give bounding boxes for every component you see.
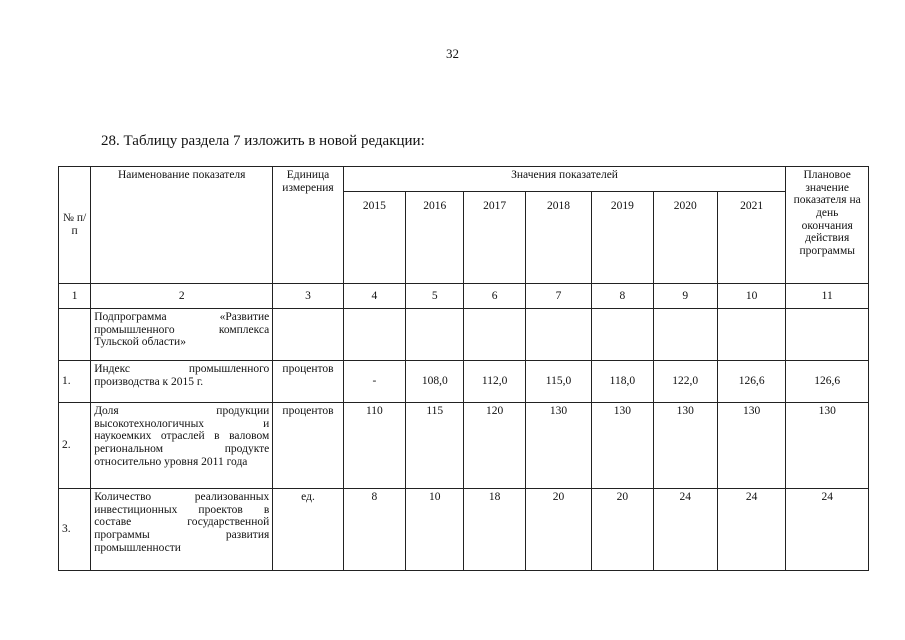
column-number: 5 — [406, 284, 464, 309]
section-heading: 28. Таблицу раздела 7 изложить в новой редакции: — [101, 133, 425, 149]
indicator-value: 115 — [406, 403, 464, 489]
indicator-value: 122,0 — [653, 361, 717, 403]
indicator-value: 24 — [717, 489, 785, 571]
empty-cell — [59, 309, 91, 361]
indicator-name: Индекс промышленного производства к 2015 г. — [91, 361, 273, 403]
empty-cell — [592, 309, 653, 361]
indicator-value: 20 — [592, 489, 653, 571]
indicator-value: 20 — [525, 489, 591, 571]
indicator-unit: процентов — [273, 361, 343, 403]
column-number: 8 — [592, 284, 653, 309]
empty-cell — [273, 309, 343, 361]
empty-cell — [406, 309, 464, 361]
indicator-value: 130 — [525, 403, 591, 489]
empty-cell — [464, 309, 525, 361]
header-year: 2016 — [406, 192, 464, 284]
indicator-value: - — [343, 361, 405, 403]
indicator-value: 118,0 — [592, 361, 653, 403]
column-number: 7 — [525, 284, 591, 309]
column-number: 3 — [273, 284, 343, 309]
indicator-value: 18 — [464, 489, 525, 571]
column-number: 2 — [91, 284, 273, 309]
page-number: 32 — [446, 46, 459, 61]
empty-cell — [717, 309, 785, 361]
indicator-value: 130 — [653, 403, 717, 489]
header-values-group: Значения показателей — [343, 167, 786, 192]
indicator-value: 108,0 — [406, 361, 464, 403]
column-numbers-row — [59, 284, 869, 309]
indicators-table — [58, 166, 869, 571]
column-number: 10 — [717, 284, 785, 309]
indicator-value: 120 — [464, 403, 525, 489]
indicator-value: 112,0 — [464, 361, 525, 403]
indicator-name: Доля продукции высокотехнологичных и наукоемких отраслей в валовом региональном продукте относительно уровня 2011 года — [91, 403, 273, 489]
indicator-unit: процентов — [273, 403, 343, 489]
column-number: 9 — [653, 284, 717, 309]
header-planned: Плановое значение показателя на день окончания действия программы — [786, 167, 869, 284]
indicator-value: 24 — [653, 489, 717, 571]
header-num: № п/п — [59, 167, 91, 284]
indicator-value: 110 — [343, 403, 405, 489]
subprogram-row — [59, 309, 869, 361]
row-num: 3. — [59, 489, 91, 571]
empty-cell — [653, 309, 717, 361]
empty-cell — [525, 309, 591, 361]
column-number: 4 — [343, 284, 405, 309]
table-row — [59, 489, 869, 571]
indicator-value: 126,6 — [717, 361, 785, 403]
header-year: 2019 — [592, 192, 653, 284]
header-year: 2015 — [343, 192, 405, 284]
column-number: 11 — [786, 284, 869, 309]
header-unit: Единица измерения — [273, 167, 343, 284]
planned-value: 24 — [786, 489, 869, 571]
row-num: 1. — [59, 361, 91, 403]
table-row — [59, 403, 869, 489]
column-number: 6 — [464, 284, 525, 309]
header-year: 2021 — [717, 192, 785, 284]
indicator-name: Количество реализованных инвестиционных проектов в составе государственной программы развития промышленности — [91, 489, 273, 571]
planned-value: 130 — [786, 403, 869, 489]
empty-cell — [786, 309, 869, 361]
header-name: Наименование показателя — [91, 167, 273, 284]
table-row — [59, 361, 869, 403]
planned-value: 126,6 — [786, 361, 869, 403]
indicator-unit: ед. — [273, 489, 343, 571]
empty-cell — [343, 309, 405, 361]
indicator-value: 8 — [343, 489, 405, 571]
header-year: 2018 — [525, 192, 591, 284]
indicator-value: 115,0 — [525, 361, 591, 403]
column-number: 1 — [59, 284, 91, 309]
row-num: 2. — [59, 403, 91, 489]
indicator-value: 10 — [406, 489, 464, 571]
header-year: 2017 — [464, 192, 525, 284]
indicator-value: 130 — [717, 403, 785, 489]
header-row-1 — [59, 167, 869, 192]
header-year: 2020 — [653, 192, 717, 284]
subprogram-title: Подпрограмма «Развитие промышленного комплекса Тульской области» — [91, 309, 273, 361]
indicator-value: 130 — [592, 403, 653, 489]
